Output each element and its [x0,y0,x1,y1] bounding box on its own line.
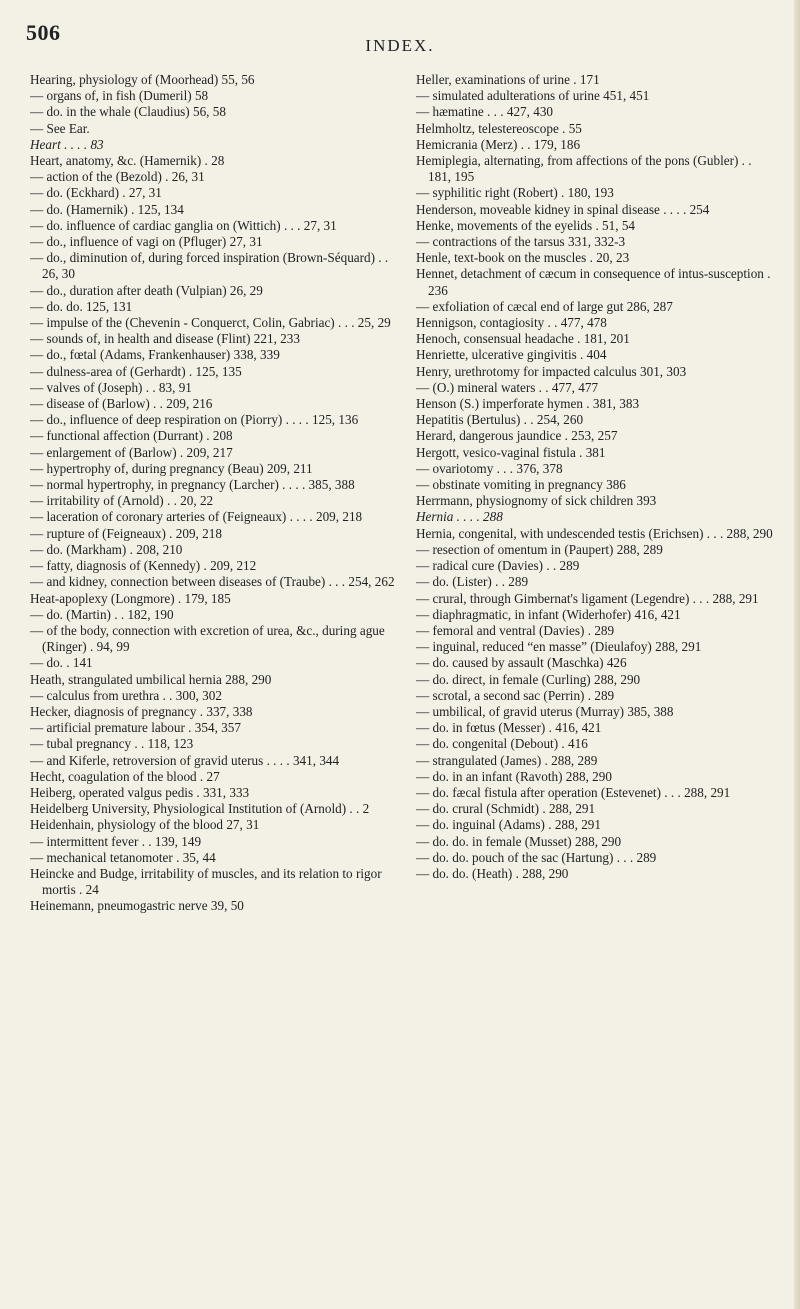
index-entry [30,185,396,201]
entry-pages: 209, 218 [175,525,222,541]
entry-pages: 288 [483,509,503,525]
index-entry [30,169,396,185]
index-entry [416,121,782,137]
entry-pages: 385, 388 [627,703,674,719]
entry-pages: 288, 289 [551,752,598,768]
entry-text: Hernia . . . . [416,509,480,525]
index-entry [416,428,782,444]
entry-text: — dulness-area of (Gerhardt) . [30,363,193,379]
index-entry [30,866,396,898]
index-entry [416,88,782,104]
entry-text: — do., fœtal (Adams, Frankenhauser) [30,347,231,363]
entry-text: Henson (S.) imperforate hymen . [416,396,590,412]
entry-text: Hecker, diagnosis of pregnancy . [30,703,204,719]
index-entry [416,866,782,882]
index-entry [30,736,396,752]
entry-text: — syphilitic right (Robert) . [416,185,565,201]
index-entry [416,153,782,185]
entry-pages: 288, 291 [554,817,601,833]
index-entry [416,218,782,234]
entry-pages: 337, 338 [206,703,253,719]
entry-pages: 181, 201 [583,331,630,347]
entry-pages: 300, 302 [175,687,222,703]
entry-pages: 141 [72,655,93,671]
entry-text: — simulated adulterations of urine [416,88,600,104]
entry-text: — do. (Hamernik) . [30,201,135,217]
page-number: 506 [26,20,61,45]
index-entry [30,299,396,315]
index-entry [30,250,396,282]
entry-text: Heller, examinations of urine . [416,72,577,87]
entry-text: — do., influence of vagi on (Pfluger) [30,234,227,250]
entry-text: — inguinal, reduced “en masse” (Dieulafoy) [416,639,652,655]
index-entry [416,526,782,542]
index-entry [416,396,782,412]
index-entry [30,234,396,250]
entry-pages: 289 [508,574,529,590]
entry-text: Hemiplegia, alternating, from affections of the pons (Gubler) . . [416,153,752,169]
index-entry [416,299,782,315]
entry-text: Hecht, coagulation of the blood . [30,768,204,784]
entry-text: — do. congenital (Debout) . [416,736,565,752]
entry-text: Hearing, physiology of (Moorhead) [30,72,219,87]
index-entry [416,493,782,509]
entry-pages: 376, 378 [516,460,563,476]
index-entry [416,607,782,623]
entry-text: Heath, strangulated umbilical hernia [30,671,222,687]
page-edge [794,0,800,1309]
entry-text: — do. (Lister) . . [416,574,505,590]
entry-text: — do., duration after death (Vulpian) [30,282,227,298]
index-entry [30,72,396,88]
index-entry [416,688,782,704]
entry-pages: 381 [585,444,606,460]
entry-pages: 179, 185 [184,590,231,606]
index-entry [416,412,782,428]
index-entry [416,720,782,736]
index-entry [30,801,396,817]
entry-text: — intermittent fever . . [30,833,152,849]
entry-pages: 393 [636,493,657,509]
entry-text: Helmholtz, telestereoscope . [416,120,566,136]
entry-pages: 209, 212 [210,558,257,574]
index-entry [416,380,782,396]
entry-pages: 288, 291 [712,590,759,606]
entry-text: — radical cure (Davies) . . [416,558,557,574]
entry-text: — do. fæcal fistula after operation (Estevenet) . . . [416,784,681,800]
entry-pages: 386 [606,477,626,493]
entry-pages: 236 [428,282,448,298]
entry-pages: 288, 290 [522,865,569,881]
entry-pages: 39, 50 [210,898,244,914]
entry-pages: 26, 30 [42,266,75,282]
entry-text: Henriette, ulcerative gingivitis . [416,347,584,363]
entry-pages: 331, 333 [202,784,250,800]
index-entry [30,380,396,396]
index-entry [30,121,396,137]
entry-text: Herard, dangerous jaundice . [416,428,568,444]
entry-text: — of the body, connection with excretion of urea, &c., during ague (Ringer) . [30,622,385,655]
entry-pages: 2 [362,801,370,817]
right-column [416,72,782,1297]
index-entry [30,347,396,363]
entry-pages: 331, 332-3 [568,234,626,250]
entry-pages: 51, 54 [602,217,636,233]
index-entry [416,331,782,347]
entry-text: — do. in fœtus (Messer) . [416,720,552,736]
entry-text: Heinemann, pneumogastric nerve [30,898,208,914]
entry-pages: 416, 421 [555,720,602,736]
index-entry [416,817,782,833]
index-entry [416,104,782,120]
entry-pages: 209, 218 [315,509,363,525]
index-entry [30,493,396,509]
entry-text: — do. in the whale (Claudius) [30,104,190,120]
entry-text: — organs of, in fish (Dumeril) [30,88,192,104]
index-entry [30,898,396,914]
index-entry [30,428,396,444]
entry-text: — See Ear. [30,120,90,136]
entry-text: — irritability of (Arnold) . . [30,493,177,509]
entry-text: Henderson, moveable kidney in spinal disease . . . . [416,201,687,217]
entry-pages: 20, 22 [180,493,214,509]
index-entry [30,850,396,866]
entry-text: — umbilical, of gravid uterus (Murray) [416,703,625,719]
entry-pages: 254, 260 [536,412,584,428]
entry-pages: 20, 23 [596,250,630,266]
index-entry [30,834,396,850]
entry-pages: 179, 186 [533,136,581,152]
entry-text: — strangulated (James) . [416,752,548,768]
index-entry [30,574,396,590]
entry-pages: 288, 290 [225,671,272,687]
entry-text: — disease of (Barlow) . . [30,396,163,412]
entry-pages: 118, 123 [147,736,194,752]
index-entry [416,591,782,607]
index-columns [30,72,782,1297]
entry-pages: 24 [85,882,99,898]
entry-text: — and kidney, connection between diseases of (Traube) . . . [30,574,346,590]
index-entry [416,461,782,477]
entry-text: — do. crural (Schmidt) . [416,801,546,817]
entry-text: — valves of (Joseph) . . [30,379,156,395]
index-entry [416,639,782,655]
entry-pages: 35, 44 [182,849,216,865]
index-entry [30,283,396,299]
entry-text: — action of the (Bezold) . [30,169,169,185]
entry-pages: 55, 56 [221,72,255,87]
index-entry [30,104,396,120]
entry-text: Hergott, vesico-vaginal fistula . [416,444,583,460]
index-entry [416,477,782,493]
entry-text: — calculus from urethra . . [30,687,173,703]
entry-text: Herrmann, physiognomy of sick children [416,493,634,509]
entry-text: — hypertrophy of, during pregnancy (Beau) [30,460,264,476]
index-entry [416,704,782,720]
entry-text: — and Kiferle, retroversion of gravid uterus . . . . [30,752,290,768]
entry-pages: 125, 131 [86,298,133,314]
entry-pages: 208, 210 [136,541,183,557]
entry-pages: 125, 135 [195,363,242,379]
entry-text: — resection of omentum in (Paupert) [416,541,614,557]
index-entry [416,753,782,769]
entry-text: Henke, movements of the eyelids . [416,217,599,233]
index-entry [30,785,396,801]
index-entry [416,542,782,558]
entry-text: — do. inguinal (Adams) . [416,817,552,833]
entry-text: Hernia, congenital, with undescended testis (Erichsen) . . . [416,525,724,541]
index-entry [416,834,782,850]
entry-pages: 289 [594,687,615,703]
entry-pages: 289 [559,558,580,574]
entry-pages: 416 [568,736,588,752]
entry-text: Hennigson, contagiosity . . [416,315,558,331]
entry-pages: 25, 29 [357,315,391,331]
entry-pages: 182, 190 [127,606,174,622]
entry-pages: 381, 383 [592,396,640,412]
index-entry [30,769,396,785]
index-entry [416,801,782,817]
index-entry [30,137,396,153]
index-entry [416,850,782,866]
index-entry [416,785,782,801]
entry-text: — do. caused by assault (Maschka) [416,655,604,671]
entry-pages: 27, 31 [226,817,260,833]
entry-text: — do., diminution of, during forced inspiration (Brown-Séquard) . . [30,250,389,266]
index-entry [30,202,396,218]
index-entry [30,607,396,623]
index-entry [416,623,782,639]
entry-text: Heidelberg University, Physiological Institution of (Arnold) . . [30,801,360,817]
entry-pages: 27, 31 [128,185,162,201]
entry-pages: 55 [568,120,582,136]
entry-pages: 288, 291 [655,639,702,655]
index-entry [416,266,782,298]
entry-pages: 26, 31 [171,169,205,185]
index-entry [30,591,396,607]
entry-pages: 286, 287 [626,298,673,314]
entry-text: — fatty, diagnosis of (Kennedy) . [30,558,207,574]
entry-text: — do. in an infant (Ravoth) [416,768,563,784]
entry-text: — do. direct, in female (Curling) [416,671,591,687]
index-entry [30,623,396,655]
index-entry [416,364,782,380]
entry-text: — tubal pregnancy . . [30,736,145,752]
entry-pages: 288, 290 [726,525,773,541]
index-entry [30,817,396,833]
index-entry [30,396,396,412]
entry-pages: 341, 344 [292,752,340,768]
entry-text: — do. (Markham) . [30,541,133,557]
entry-pages: 28 [211,153,225,169]
index-entry [30,315,396,331]
index-entry [416,234,782,250]
entry-text: — hæmatine . . . [416,104,504,120]
index-entry [30,218,396,234]
index-entry [30,704,396,720]
entry-text: — do. influence of cardiac ganglia on (Wittich) . . . [30,217,301,233]
running-head: INDEX. [365,36,435,55]
entry-text: — do., influence of deep respiration on (Piorry) . . . . [30,412,309,428]
index-entry [416,315,782,331]
entry-text: Hepatitis (Bertulus) . . [416,412,534,428]
entry-text: — laceration of coronary arteries of (Feigneaux) . . . . [30,509,313,525]
entry-text: — do. do. pouch of the sac (Hartung) . . . [416,849,634,865]
entry-text: — do. (Martin) . . [30,606,125,622]
index-entry [30,153,396,169]
entry-text: — sounds of, in health and disease (Flint) [30,331,251,347]
index-entry [30,672,396,688]
entry-pages: 27, 31 [229,234,263,250]
index-entry [30,688,396,704]
index-entry [30,331,396,347]
index-entry [416,202,782,218]
index-entry [416,185,782,201]
entry-pages: 416, 421 [634,606,681,622]
entry-pages: 181, 195 [428,169,475,185]
entry-text: — do. . [30,655,70,671]
entry-text: — femoral and ventral (Davies) . [416,622,592,638]
entry-text: — diaphragmatic, in infant (Widerhofer) [416,606,632,622]
entry-pages: 404 [586,347,607,363]
entry-pages: 27 [206,768,220,784]
index-entry [416,769,782,785]
entry-pages: 209, 211 [266,460,313,476]
entry-text: — functional affection (Durrant) . [30,428,210,444]
entry-pages: 83 [90,136,104,152]
entry-text: Heincke and Budge, irritability of muscles, and its relation to rigor mortis . [30,865,382,898]
entry-text: Henle, text-book on the muscles . [416,250,593,266]
entry-pages: 426 [606,655,627,671]
entry-pages: 209, 216 [166,396,213,412]
entry-pages: 288, 290 [565,768,612,784]
entry-pages: 477, 477 [551,379,599,395]
entry-pages: 125, 134 [137,201,184,217]
index-entry [30,412,396,428]
entry-pages: 26, 29 [229,282,263,298]
index-entry [416,445,782,461]
entry-text: Hemicrania (Merz) . . [416,136,531,152]
entry-text: Henry, urethrotomy for impacted calculus [416,363,637,379]
entry-pages: 171 [579,72,600,87]
entry-text: — (O.) mineral waters . . [416,379,549,395]
entry-pages: 254 [689,201,710,217]
index-entry [30,558,396,574]
entry-pages: 288, 290 [593,671,641,687]
index-entry [416,672,782,688]
index-entry [416,72,782,88]
entry-text: — scrotal, a second sac (Perrin) . [416,687,592,703]
index-entry [30,753,396,769]
entry-text: — do. (Eckhard) . [30,185,126,201]
entry-pages: 27, 31 [303,217,337,233]
entry-pages: 125, 136 [312,412,359,428]
entry-pages: 385, 388 [308,477,355,493]
entry-text: — do. do. [30,298,83,314]
entry-text: Heart . . . . [30,136,88,152]
index-entry [30,477,396,493]
entry-text: Heat-apoplexy (Longmore) . [30,590,182,606]
entry-text: Henoch, consensual headache . [416,331,581,347]
entry-pages: 427, 430 [506,104,553,120]
entry-text: — enlargement of (Barlow) . [30,444,184,460]
index-entry [30,364,396,380]
entry-pages: 56, 58 [192,104,226,120]
entry-pages: 354, 357 [194,720,241,736]
entry-text: — rupture of (Feigneaux) . [30,525,173,541]
entry-text: Heart, anatomy, &c. (Hamernik) . [30,153,208,169]
entry-text: Heidenhain, physiology of the blood [30,817,224,833]
index-entry [416,655,782,671]
entry-pages: 253, 257 [571,428,618,444]
entry-text: — mechanical tetanomoter . [30,849,180,865]
entry-text: — contractions of the tarsus [416,234,565,250]
entry-pages: 288, 290 [574,833,622,849]
index-entry [30,526,396,542]
entry-pages: 289 [636,849,657,865]
entry-text: — ovariotomy . . . [416,460,514,476]
index-entry [30,655,396,671]
index-entry [30,445,396,461]
index-entry [416,137,782,153]
entry-pages: 288, 291 [684,784,731,800]
entry-text: — obstinate vomiting in pregnancy [416,477,603,493]
entry-text: Hennet, detachment of cæcum in consequence of intus-susception . [416,266,771,282]
entry-pages: 83, 91 [158,379,192,395]
entry-text: — impulse of the (Chevenin - Conquerct, Colin, Gabriac) . . . [30,315,355,331]
left-column [30,72,396,1297]
entry-pages: 221, 233 [253,331,300,347]
entry-text: — do. do. in female (Musset) [416,833,572,849]
index-entry [416,250,782,266]
entry-pages: 94, 99 [96,639,130,655]
entry-pages: 208 [212,428,233,444]
entry-text: — do. do. (Heath) . [416,865,519,881]
index-entry [416,347,782,363]
entry-pages: 289 [594,622,615,638]
index-entry [30,509,396,525]
entry-pages: 288, 289 [616,541,663,557]
index-entry [30,720,396,736]
entry-pages: 301, 303 [640,363,687,379]
index-entry [416,574,782,590]
entry-pages: 288, 291 [548,801,596,817]
entry-text: — normal hypertrophy, in pregnancy (Larcher) . . . . [30,477,306,493]
entry-text: — exfoliation of cæcal end of large gut [416,298,624,314]
entry-pages: 180, 193 [567,185,614,201]
index-entry [30,461,396,477]
entry-text: — artificial premature labour . [30,720,192,736]
entry-pages: 139, 149 [154,833,202,849]
entry-pages: 338, 339 [233,347,280,363]
index-entry [416,736,782,752]
index-entry [30,542,396,558]
entry-pages: 254, 262 [348,574,395,590]
entry-pages: 477, 478 [560,315,607,331]
entry-text: Heiberg, operated valgus pedis . [30,784,200,800]
index-entry [416,558,782,574]
index-entry [416,509,782,525]
index-entry [30,88,396,104]
entry-text: — crural, through Gimbernat's ligament (Legendre) . . . [416,590,710,606]
entry-pages: 451, 451 [603,88,650,104]
entry-pages: 209, 217 [186,444,233,460]
entry-pages: 58 [194,88,209,104]
